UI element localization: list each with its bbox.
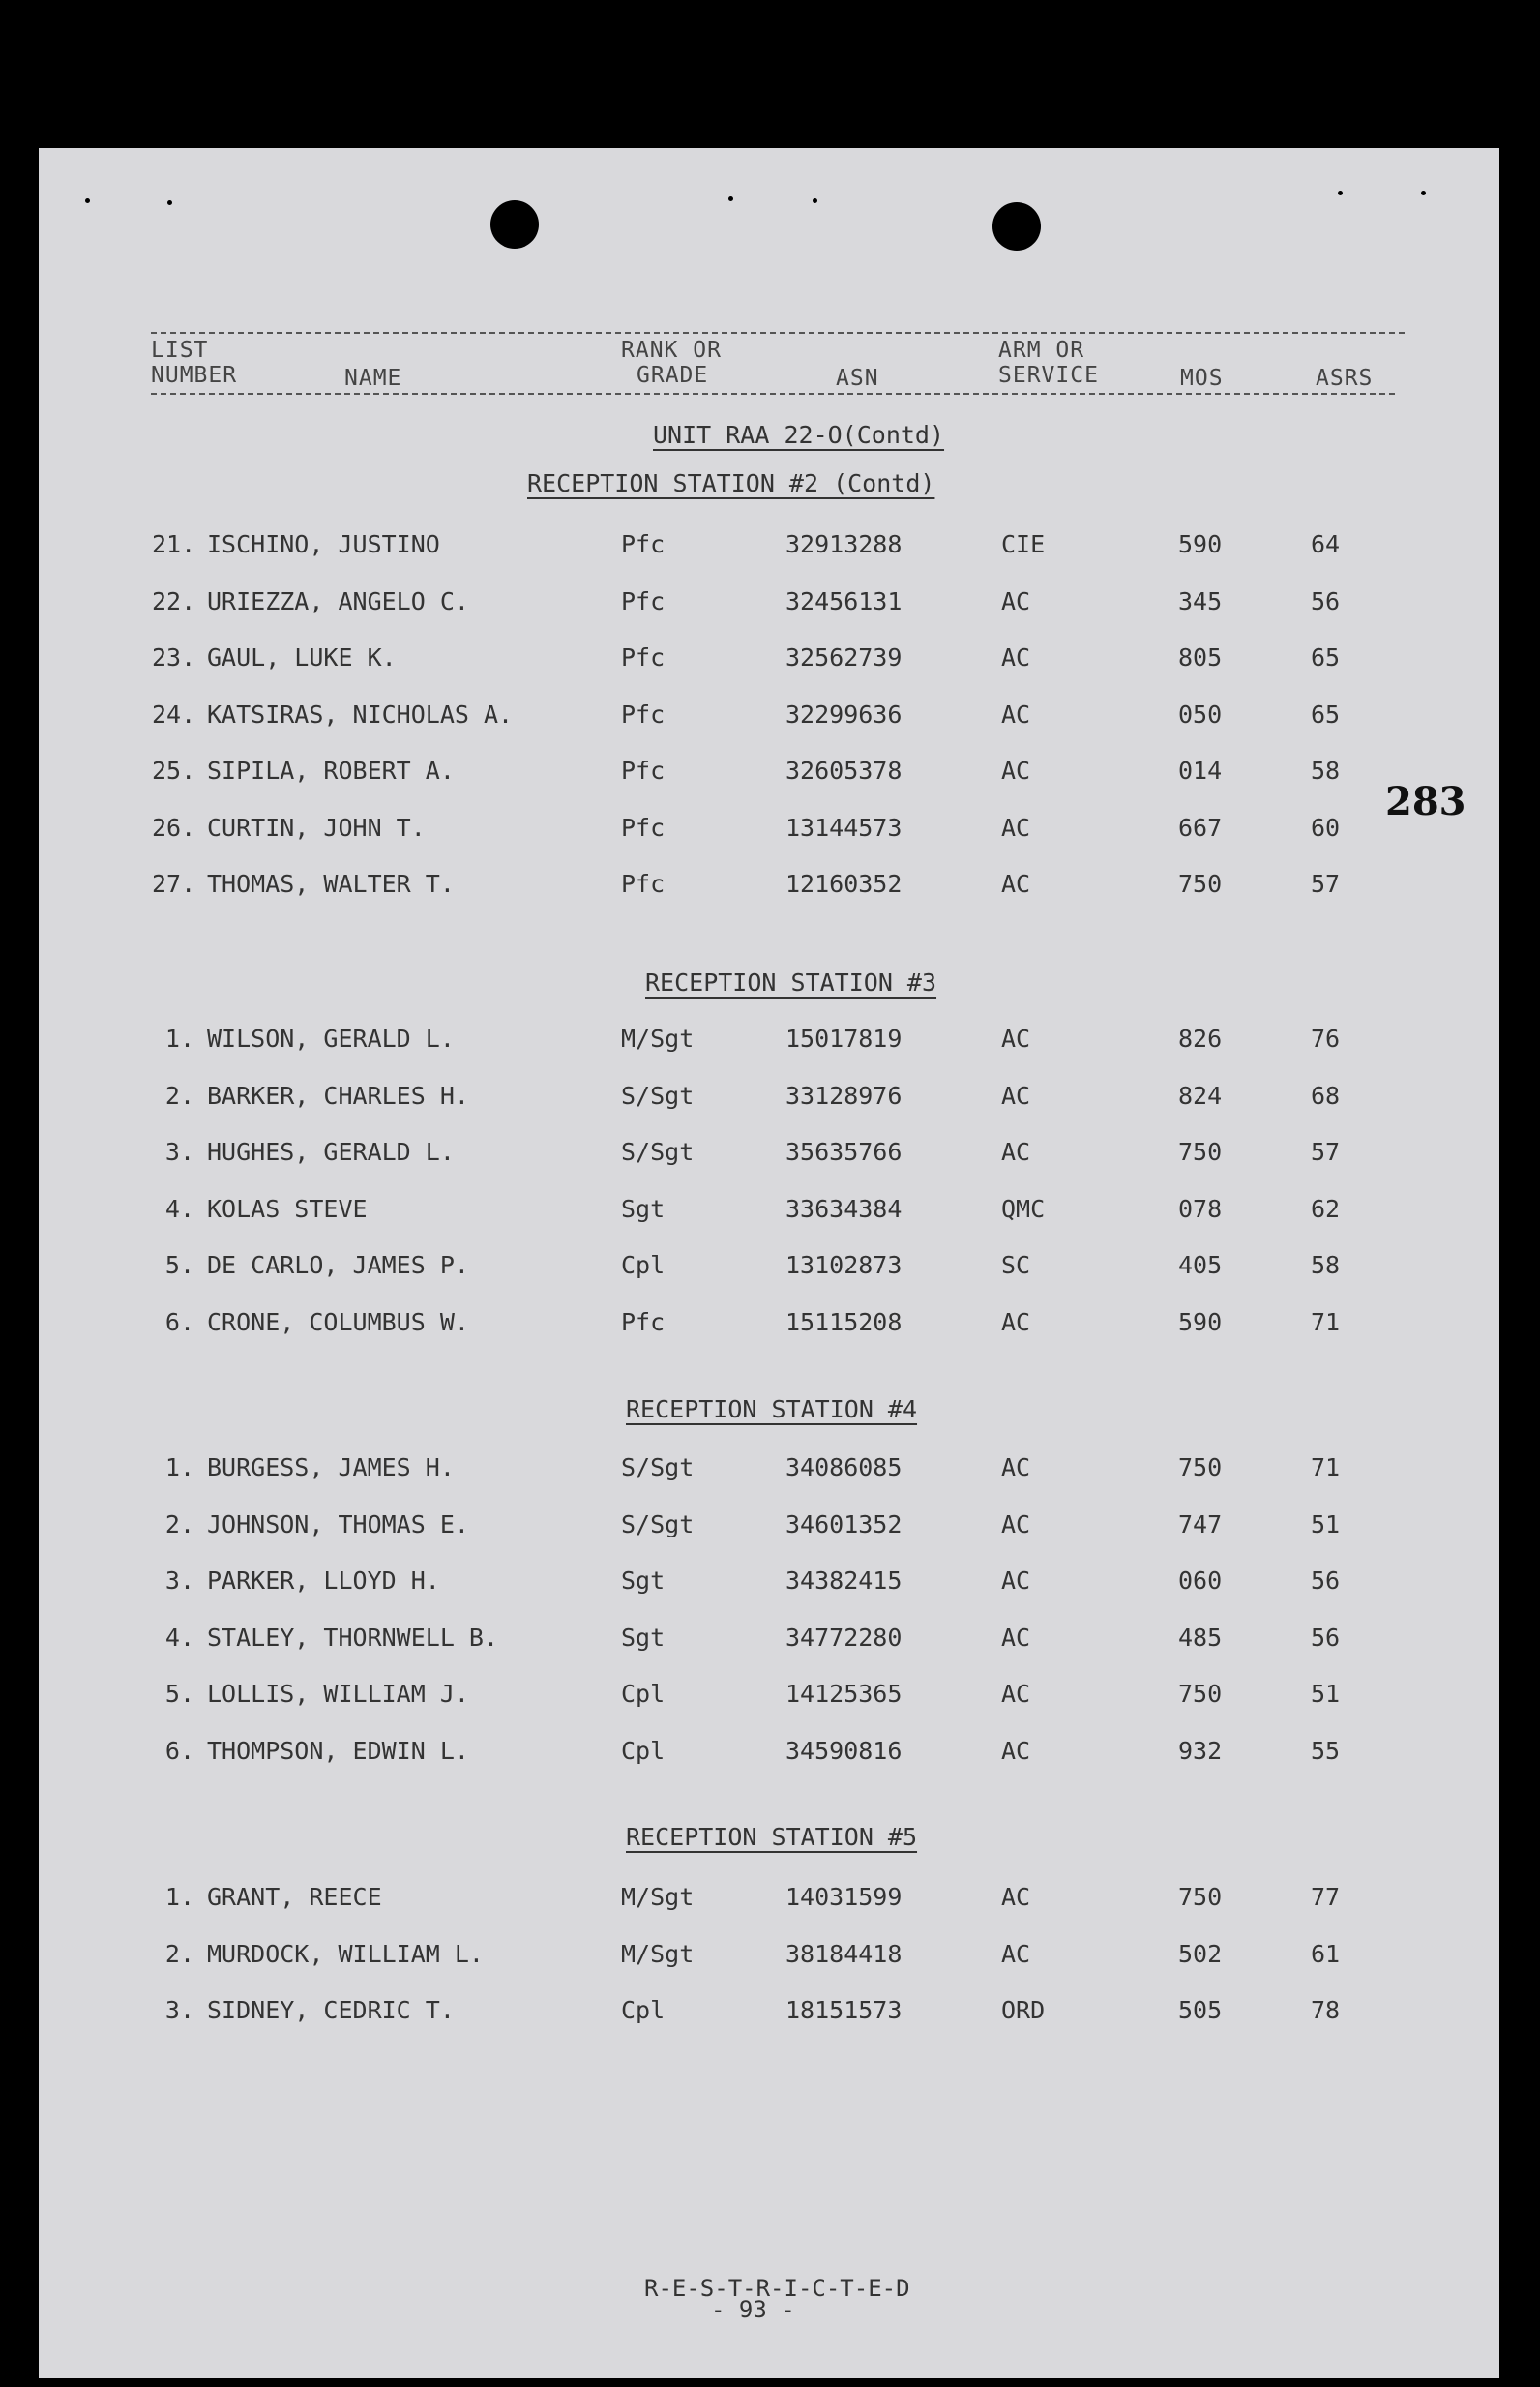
cell-asrs: 56 xyxy=(1311,1623,1341,1652)
cell-asrs: 78 xyxy=(1311,1996,1341,2024)
cell-rank: Pfc xyxy=(621,586,666,615)
classification-marking: R-E-S-T-R-I-C-T-E-D xyxy=(644,2275,910,2302)
cell-rank: Pfc xyxy=(621,757,666,785)
section-title: RECEPTION STATION #3 xyxy=(645,969,937,997)
cell-rank: Pfc xyxy=(621,1307,666,1336)
cell-rank: Cpl xyxy=(621,1680,666,1708)
header-name: NAME xyxy=(344,366,402,391)
cell-rank: Cpl xyxy=(621,1736,666,1765)
cell-asrs: 65 xyxy=(1311,700,1341,729)
cell-asn: 32913288 xyxy=(785,530,903,558)
cell-num: 2. xyxy=(164,1081,194,1110)
cell-num: 23. xyxy=(152,643,196,671)
section-title: RECEPTION STATION #5 xyxy=(626,1823,918,1851)
cell-num: 1. xyxy=(164,1025,194,1053)
header-asrs: ASRS xyxy=(1316,366,1374,391)
cell-asrs: 68 xyxy=(1311,1081,1341,1110)
cell-asrs: 76 xyxy=(1311,1025,1341,1053)
cell-rank: Cpl xyxy=(621,1251,666,1279)
cell-asn: 32605378 xyxy=(785,757,903,785)
cell-asn: 34601352 xyxy=(785,1509,903,1538)
cell-arm: AC xyxy=(1001,1509,1031,1538)
cell-name: SIDNEY, CEDRIC T. xyxy=(207,1996,455,2024)
cell-asn: 32299636 xyxy=(785,700,903,729)
cell-mos: 050 xyxy=(1178,700,1223,729)
cell-mos: 750 xyxy=(1178,1680,1223,1708)
cell-name: STALEY, THORNWELL B. xyxy=(207,1623,499,1652)
speck xyxy=(85,198,90,203)
cell-rank: M/Sgt xyxy=(621,1025,695,1053)
cell-num: 6. xyxy=(164,1736,194,1765)
cell-rank: Pfc xyxy=(621,870,666,898)
cell-mos: 805 xyxy=(1178,643,1223,671)
cell-mos: 750 xyxy=(1178,870,1223,898)
cell-mos: 590 xyxy=(1178,1307,1223,1336)
cell-asn: 33128976 xyxy=(785,1081,903,1110)
cell-asn: 38184418 xyxy=(785,1939,903,1968)
cell-num: 2. xyxy=(164,1509,194,1538)
cell-mos: 078 xyxy=(1178,1194,1223,1223)
cell-arm: ORD xyxy=(1001,1996,1046,2024)
cell-name: THOMAS, WALTER T. xyxy=(207,870,455,898)
cell-arm: AC xyxy=(1001,1883,1031,1911)
cell-mos: 667 xyxy=(1178,813,1223,842)
cell-num: 3. xyxy=(164,1138,194,1166)
cell-mos: 590 xyxy=(1178,530,1223,558)
cell-asn: 34772280 xyxy=(785,1623,903,1652)
cell-name: PARKER, LLOYD H. xyxy=(207,1566,440,1595)
cell-name: CURTIN, JOHN T. xyxy=(207,813,426,842)
cell-name: KATSIRAS, NICHOLAS A. xyxy=(207,700,514,729)
cell-asn: 34382415 xyxy=(785,1566,903,1595)
cell-asn: 14031599 xyxy=(785,1883,903,1911)
cell-rank: Pfc xyxy=(621,530,666,558)
header-rank: RANK OR GRADE xyxy=(621,338,722,388)
header-arm: ARM OR SERVICE xyxy=(998,338,1099,388)
cell-rank: Sgt xyxy=(621,1194,666,1223)
cell-rank: M/Sgt xyxy=(621,1939,695,1968)
cell-arm: AC xyxy=(1001,1623,1031,1652)
cell-mos: 060 xyxy=(1178,1566,1223,1595)
cell-rank: M/Sgt xyxy=(621,1883,695,1911)
cell-name: GRANT, REECE xyxy=(207,1883,382,1911)
speck xyxy=(1338,191,1343,195)
speck xyxy=(728,196,733,201)
cell-asrs: 58 xyxy=(1311,757,1341,785)
cell-name: BURGESS, JAMES H. xyxy=(207,1453,455,1481)
speck xyxy=(813,198,817,203)
speck xyxy=(167,200,172,205)
cell-rank: S/Sgt xyxy=(621,1138,695,1166)
cell-asrs: 64 xyxy=(1311,530,1341,558)
unit-title: UNIT RAA 22-O(Contd) xyxy=(653,421,945,449)
page-number: - 93 - xyxy=(711,2296,795,2323)
section-title: RECEPTION STATION #2 (Contd) xyxy=(527,469,935,497)
section-title: RECEPTION STATION #4 xyxy=(626,1395,918,1423)
cell-mos: 505 xyxy=(1178,1996,1223,2024)
header-mos: MOS xyxy=(1180,366,1224,391)
cell-name: WILSON, GERALD L. xyxy=(207,1025,455,1053)
cell-name: GAUL, LUKE K. xyxy=(207,643,397,671)
page-stamp-number: 283 xyxy=(1385,779,1466,824)
cell-num: 1. xyxy=(164,1453,194,1481)
cell-asrs: 71 xyxy=(1311,1307,1341,1336)
cell-mos: 750 xyxy=(1178,1138,1223,1166)
cell-num: 6. xyxy=(164,1307,194,1336)
cell-num: 3. xyxy=(164,1566,194,1595)
cell-num: 22. xyxy=(152,586,196,615)
cell-asrs: 58 xyxy=(1311,1251,1341,1279)
cell-rank: S/Sgt xyxy=(621,1081,695,1110)
cell-num: 4. xyxy=(164,1194,194,1223)
cell-num: 27. xyxy=(152,870,196,898)
cell-asn: 34086085 xyxy=(785,1453,903,1481)
cell-arm: AC xyxy=(1001,1081,1031,1110)
cell-asn: 32456131 xyxy=(785,586,903,615)
header-list-number: LIST NUMBER xyxy=(151,338,238,388)
cell-asrs: 56 xyxy=(1311,1566,1341,1595)
cell-arm: AC xyxy=(1001,757,1031,785)
cell-name: BARKER, CHARLES H. xyxy=(207,1081,469,1110)
cell-name: MURDOCK, WILLIAM L. xyxy=(207,1939,484,1968)
cell-rank: S/Sgt xyxy=(621,1453,695,1481)
cell-arm: AC xyxy=(1001,870,1031,898)
cell-rank: Pfc xyxy=(621,813,666,842)
cell-name: URIEZZA, ANGELO C. xyxy=(207,586,469,615)
cell-arm: AC xyxy=(1001,1680,1031,1708)
cell-name: LOLLIS, WILLIAM J. xyxy=(207,1680,469,1708)
cell-mos: 824 xyxy=(1178,1081,1223,1110)
cell-asn: 13102873 xyxy=(785,1251,903,1279)
cell-rank: Cpl xyxy=(621,1996,666,2024)
cell-asrs: 55 xyxy=(1311,1736,1341,1765)
cell-num: 25. xyxy=(152,757,196,785)
cell-num: 26. xyxy=(152,813,196,842)
cell-asrs: 57 xyxy=(1311,870,1341,898)
punch-hole-right xyxy=(992,202,1041,251)
cell-arm: AC xyxy=(1001,1566,1031,1595)
cell-name: DE CARLO, JAMES P. xyxy=(207,1251,469,1279)
cell-mos: 014 xyxy=(1178,757,1223,785)
cell-asn: 13144573 xyxy=(785,813,903,842)
cell-name: ISCHINO, JUSTINO xyxy=(207,530,440,558)
cell-asrs: 60 xyxy=(1311,813,1341,842)
cell-rank: Sgt xyxy=(621,1623,666,1652)
cell-mos: 502 xyxy=(1178,1939,1223,1968)
cell-num: 4. xyxy=(164,1623,194,1652)
cell-asrs: 57 xyxy=(1311,1138,1341,1166)
cell-mos: 345 xyxy=(1178,586,1223,615)
cell-arm: AC xyxy=(1001,1939,1031,1968)
cell-mos: 826 xyxy=(1178,1025,1223,1053)
cell-asn: 34590816 xyxy=(785,1736,903,1765)
cell-asrs: 71 xyxy=(1311,1453,1341,1481)
cell-rank: Sgt xyxy=(621,1566,666,1595)
cell-arm: AC xyxy=(1001,700,1031,729)
cell-asn: 15017819 xyxy=(785,1025,903,1053)
header-top-rule xyxy=(151,332,1405,334)
cell-rank: Pfc xyxy=(621,643,666,671)
cell-asn: 35635766 xyxy=(785,1138,903,1166)
speck xyxy=(1421,191,1426,195)
cell-arm: AC xyxy=(1001,1736,1031,1765)
cell-name: CRONE, COLUMBUS W. xyxy=(207,1307,469,1336)
cell-arm: QMC xyxy=(1001,1194,1046,1223)
cell-asn: 14125365 xyxy=(785,1680,903,1708)
cell-asrs: 56 xyxy=(1311,586,1341,615)
cell-arm: AC xyxy=(1001,1025,1031,1053)
cell-mos: 750 xyxy=(1178,1453,1223,1481)
cell-asn: 15115208 xyxy=(785,1307,903,1336)
cell-num: 21. xyxy=(152,530,196,558)
cell-asrs: 51 xyxy=(1311,1509,1341,1538)
cell-asn: 18151573 xyxy=(785,1996,903,2024)
cell-asn: 12160352 xyxy=(785,870,903,898)
cell-asn: 32562739 xyxy=(785,643,903,671)
document-page xyxy=(39,148,1499,2378)
cell-num: 2. xyxy=(164,1939,194,1968)
cell-arm: CIE xyxy=(1001,530,1046,558)
cell-name: SIPILA, ROBERT A. xyxy=(207,757,455,785)
punch-hole-left xyxy=(490,200,539,249)
cell-arm: AC xyxy=(1001,643,1031,671)
cell-rank: Pfc xyxy=(621,700,666,729)
cell-num: 5. xyxy=(164,1251,194,1279)
cell-asrs: 62 xyxy=(1311,1194,1341,1223)
cell-arm: SC xyxy=(1001,1251,1031,1279)
cell-arm: AC xyxy=(1001,1138,1031,1166)
cell-arm: AC xyxy=(1001,1307,1031,1336)
cell-mos: 405 xyxy=(1178,1251,1223,1279)
cell-name: THOMPSON, EDWIN L. xyxy=(207,1736,469,1765)
cell-num: 1. xyxy=(164,1883,194,1911)
cell-num: 24. xyxy=(152,700,196,729)
cell-mos: 932 xyxy=(1178,1736,1223,1765)
cell-rank: S/Sgt xyxy=(621,1509,695,1538)
cell-name: JOHNSON, THOMAS E. xyxy=(207,1509,469,1538)
cell-name: KOLAS STEVE xyxy=(207,1194,368,1223)
cell-num: 5. xyxy=(164,1680,194,1708)
cell-num: 3. xyxy=(164,1996,194,2024)
cell-asrs: 77 xyxy=(1311,1883,1341,1911)
cell-name: HUGHES, GERALD L. xyxy=(207,1138,455,1166)
cell-asrs: 51 xyxy=(1311,1680,1341,1708)
cell-asrs: 65 xyxy=(1311,643,1341,671)
cell-mos: 747 xyxy=(1178,1509,1223,1538)
header-bottom-rule xyxy=(151,393,1395,395)
cell-arm: AC xyxy=(1001,813,1031,842)
cell-arm: AC xyxy=(1001,586,1031,615)
cell-asrs: 61 xyxy=(1311,1939,1341,1968)
header-asn: ASN xyxy=(836,366,879,391)
cell-arm: AC xyxy=(1001,1453,1031,1481)
cell-mos: 750 xyxy=(1178,1883,1223,1911)
cell-mos: 485 xyxy=(1178,1623,1223,1652)
cell-asn: 33634384 xyxy=(785,1194,903,1223)
